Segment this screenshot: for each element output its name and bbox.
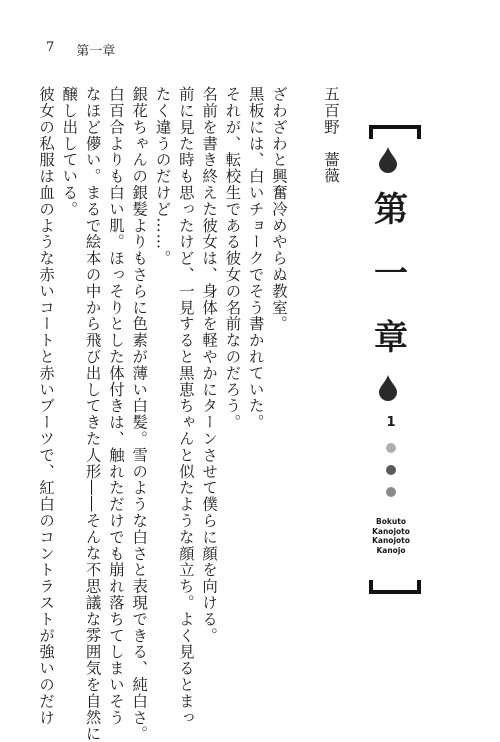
body-text [37, 86, 290, 742]
series-line-3: Kanojoto [372, 536, 410, 546]
heading-bracket-top [369, 125, 421, 139]
series-title [365, 517, 417, 555]
body-line-4: 名前を書き終えた彼女は、身体を軽やかにターンさせて僕らに顔を向ける。 [200, 86, 219, 644]
dot-2 [386, 465, 396, 475]
dot-3 [386, 487, 396, 497]
body-line-6: たく違うのだけど……。 [153, 86, 172, 267]
heading-bracket-bottom [369, 580, 421, 594]
author-given-name: 薔薇 [322, 151, 340, 185]
body-line-11: 彼女の私服は血のような赤いコートと赤いブーツで、紅白のコントラストが強いのだけ [37, 86, 56, 726]
body-line-9: なほど儚い。まるで絵本の中から飛び出してきた人形――そんな不思議な雰囲気を自然に [83, 86, 102, 742]
dot-1 [386, 443, 396, 453]
chapter-title-char-3: 章 [374, 318, 408, 358]
author-name [318, 86, 342, 226]
page-number: 7 [46, 40, 55, 55]
running-chapter-title: 第一章 [76, 44, 116, 59]
body-line-3: それが、転校生である彼女の名前なのだろう。 [223, 86, 242, 431]
body-line-2: 黒板には、白いチョークでそう書かれていた。 [246, 86, 265, 431]
chapter-number: 1 [386, 415, 396, 430]
series-line-4: Kanojo [376, 545, 406, 555]
body-line-8: 白百合よりも白い肌。ほっそりとした体付きは、触れただけでも崩れ落ちてしまいそう [106, 86, 125, 726]
body-line-1: ざわざわと興奮冷めやらぬ教室。 [270, 86, 288, 332]
author-family-name: 五百野 [322, 86, 340, 136]
series-line-2: Kanojoto [372, 526, 410, 536]
body-line-10: 醸し出している。 [60, 86, 79, 218]
running-header [46, 40, 115, 59]
chapter-title-char-1: 第 [374, 190, 408, 230]
body-line-7: 銀花ちゃんの銀髪よりもさらに色素が薄い白髪。雪のような白さと表現できる、純白さ。 [130, 86, 149, 742]
series-line-1: Bokuto [376, 517, 406, 526]
body-line-5: 前に見た時も思ったけど、一見すると黒恵ちゃんと似たような顔立ち。よく見るとまっ [176, 86, 195, 726]
chapter-heading [357, 125, 423, 595]
chapter-title-char-2: 一 [374, 254, 408, 294]
